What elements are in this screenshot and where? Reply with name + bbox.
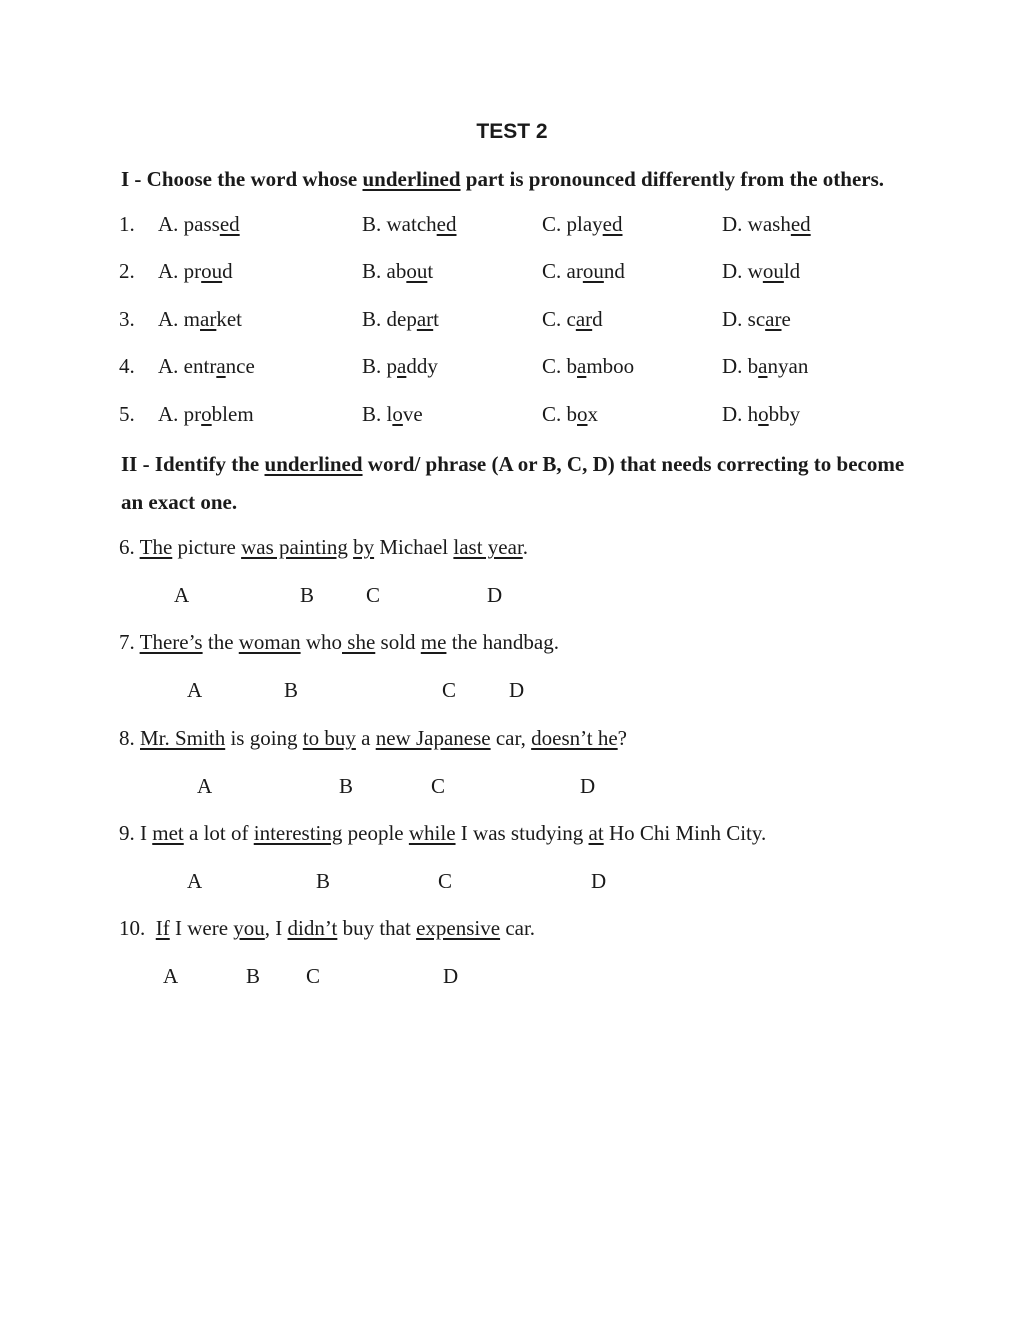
underlined-phrase: she: [342, 630, 376, 654]
option-text: ket: [216, 307, 242, 331]
option-text: c: [566, 307, 576, 331]
option-underlined-part: ou: [201, 259, 223, 283]
option-letter: A.: [158, 307, 184, 331]
answer-letter-a: A: [197, 774, 213, 798]
sentence-text: ?: [617, 726, 627, 750]
option-letter: C.: [542, 212, 567, 236]
answer-option: [362, 402, 423, 427]
answer-letter-c: C: [438, 869, 453, 893]
answer-option: [542, 212, 623, 237]
option-underlined-part: ou: [582, 259, 604, 283]
answer-option: [158, 307, 242, 332]
answer-letters: [0, 964, 1024, 994]
option-letter: A.: [158, 259, 184, 283]
sentence-text: a: [355, 726, 376, 750]
option-letter: B.: [362, 307, 387, 331]
option-underlined-part: ar: [416, 307, 434, 331]
option-text: m: [183, 307, 201, 331]
option-text: p: [386, 354, 398, 378]
underlined-phrase: interesting: [253, 821, 343, 845]
sentence-text: who: [300, 630, 343, 654]
option-underlined-part: o: [758, 402, 769, 426]
option-text: pr: [183, 402, 202, 426]
section-1-heading: [121, 160, 921, 198]
option-text: mboo: [586, 354, 635, 378]
answer-letter-c: C: [442, 678, 457, 702]
option-text: w: [747, 259, 763, 283]
option-text: ld: [783, 259, 801, 283]
question-row: [119, 402, 919, 432]
answer-option: [158, 354, 255, 379]
underlined-phrase: was painting: [241, 535, 348, 559]
sentence: [119, 821, 766, 846]
sentence-text: picture: [172, 535, 242, 559]
question-number: 5.: [119, 402, 135, 426]
sentence-text: .: [522, 535, 529, 559]
question-row: [119, 212, 919, 242]
underlined-phrase: doesn’t he: [531, 726, 618, 750]
option-text: d: [222, 259, 233, 283]
answer-option: [362, 354, 438, 379]
option-underlined-part: a: [577, 354, 587, 378]
answer-letter-b: B: [246, 964, 261, 988]
sentence: [119, 726, 627, 751]
answer-option: [362, 307, 439, 332]
sentence-text: people: [342, 821, 409, 845]
underlined-phrase: last year: [453, 535, 523, 559]
option-text: ab: [386, 259, 407, 283]
option-underlined-part: o: [201, 402, 212, 426]
answer-option: [158, 212, 240, 237]
question-number: 10.: [119, 916, 146, 940]
answer-option: [158, 402, 254, 427]
sentence-text: , I: [264, 916, 288, 940]
option-underlined-part: ar: [765, 307, 782, 331]
answer-letter-a: A: [174, 583, 190, 607]
section-2-heading-pre: II - Identify the: [121, 452, 265, 476]
option-letter: C.: [542, 354, 567, 378]
answer-letter-a: A: [187, 678, 203, 702]
option-underlined-part: ed: [602, 212, 623, 236]
option-text: blem: [211, 402, 254, 426]
underlined-phrase: to buy: [302, 726, 356, 750]
option-text: e: [781, 307, 791, 331]
question-number: 6.: [119, 535, 135, 559]
option-text: h: [747, 402, 759, 426]
underlined-phrase: met: [152, 821, 184, 845]
section-2-heading: [121, 445, 911, 521]
option-text: dep: [386, 307, 417, 331]
option-letter: B.: [362, 354, 387, 378]
answer-option: [542, 307, 603, 332]
option-letter: A.: [158, 212, 184, 236]
option-underlined-part: a: [397, 354, 407, 378]
sentence-text: the: [202, 630, 239, 654]
question-row: [119, 307, 919, 337]
answer-letter-a: A: [163, 964, 179, 988]
answer-letter-c: C: [431, 774, 446, 798]
sentence: [119, 916, 535, 941]
option-text: b: [566, 402, 578, 426]
option-underlined-part: ou: [762, 259, 784, 283]
answer-letter-d: D: [509, 678, 525, 702]
option-underlined-part: a: [216, 354, 226, 378]
answer-letters: [0, 869, 1024, 899]
option-letter: B.: [362, 212, 387, 236]
underlined-phrase: Mr. Smith: [140, 726, 226, 750]
underlined-phrase: There’s: [139, 630, 203, 654]
underlined-phrase: The: [139, 535, 173, 559]
sentence-text: car,: [490, 726, 532, 750]
option-underlined-part: a: [758, 354, 768, 378]
underlined-phrase: If: [155, 916, 170, 940]
option-letter: D.: [722, 354, 748, 378]
sentence-text: Michael: [374, 535, 454, 559]
underlined-phrase: you: [233, 916, 265, 940]
option-letter: A.: [158, 354, 184, 378]
sentence-text: sold: [375, 630, 421, 654]
option-text: d: [592, 307, 603, 331]
option-text: wash: [747, 212, 791, 236]
option-letter: C.: [542, 259, 567, 283]
question-number: 8.: [119, 726, 135, 750]
answer-option: [158, 259, 233, 284]
answer-option: [722, 354, 808, 379]
option-text: nd: [603, 259, 625, 283]
option-text: sc: [747, 307, 766, 331]
option-letter: D.: [722, 212, 748, 236]
sentence-text: [145, 916, 156, 940]
option-underlined-part: o: [392, 402, 403, 426]
answer-option: [362, 259, 433, 284]
answer-option: [722, 212, 811, 237]
option-text: pass: [183, 212, 220, 236]
option-letter: B.: [362, 402, 387, 426]
underlined-phrase: while: [408, 821, 456, 845]
option-letter: A.: [158, 402, 184, 426]
answer-letters: [0, 678, 1024, 708]
option-text: ddy: [406, 354, 438, 378]
sentence: [119, 535, 528, 560]
option-text: entr: [183, 354, 217, 378]
section-1-heading-pre: I - Choose the word whose: [121, 167, 363, 191]
question-number: 9.: [119, 821, 135, 845]
option-text: play: [566, 212, 603, 236]
underlined-phrase: expensive: [416, 916, 501, 940]
page-title: TEST 2: [476, 120, 548, 143]
underlined-phrase: woman: [238, 630, 301, 654]
option-text: b: [566, 354, 578, 378]
option-letter: C.: [542, 402, 567, 426]
answer-letter-c: C: [366, 583, 381, 607]
answer-letter-b: B: [316, 869, 331, 893]
option-letter: D.: [722, 307, 748, 331]
sentence-text: buy that: [337, 916, 417, 940]
option-text: x: [587, 402, 599, 426]
option-text: bby: [768, 402, 801, 426]
answer-letter-d: D: [487, 583, 503, 607]
underlined-phrase: new Japanese: [375, 726, 491, 750]
sentence-text: I were: [169, 916, 234, 940]
answer-option: [542, 402, 598, 427]
sentence-text: the handbag.: [446, 630, 559, 654]
sentence-text: I was studying: [455, 821, 589, 845]
option-underlined-part: ed: [790, 212, 811, 236]
underlined-phrase: by: [353, 535, 375, 559]
underlined-phrase: at: [588, 821, 604, 845]
option-letter: B.: [362, 259, 387, 283]
section-1-heading-underlined: underlined: [362, 167, 461, 191]
answer-option: [542, 354, 634, 379]
option-text: pr: [183, 259, 202, 283]
answer-letter-a: A: [187, 869, 203, 893]
answer-letter-d: D: [591, 869, 607, 893]
answer-option: [722, 307, 791, 332]
sentence-text: is going: [225, 726, 303, 750]
question-number: 7.: [119, 630, 135, 654]
option-underlined-part: ar: [200, 307, 217, 331]
option-text: watch: [386, 212, 437, 236]
answer-letter-c: C: [306, 964, 321, 988]
option-text: nce: [225, 354, 255, 378]
option-text: l: [386, 402, 393, 426]
option-text: b: [747, 354, 759, 378]
sentence: [119, 630, 559, 655]
underlined-phrase: didn’t: [287, 916, 338, 940]
option-text: t: [433, 307, 440, 331]
option-text: t: [427, 259, 434, 283]
option-text: nyan: [767, 354, 809, 378]
sentence-text: a lot of: [183, 821, 254, 845]
option-underlined-part: ed: [219, 212, 240, 236]
question-row: [119, 354, 919, 384]
answer-option: [362, 212, 457, 237]
question-number: 4.: [119, 354, 135, 378]
section-2-heading-post: word/ phrase (A or B, C, D) that needs correcting to become an exact one.: [121, 452, 905, 514]
answer-letter-b: B: [300, 583, 315, 607]
option-letter: D.: [722, 402, 748, 426]
answer-letter-b: B: [339, 774, 354, 798]
answer-option: [722, 259, 800, 284]
answer-letter-d: D: [443, 964, 459, 988]
answer-letter-b: B: [284, 678, 299, 702]
option-underlined-part: ar: [575, 307, 593, 331]
option-underlined-part: ed: [436, 212, 457, 236]
answer-letter-d: D: [580, 774, 596, 798]
answer-option: [542, 259, 625, 284]
section-1-heading-post: part is pronounced differently from the others.: [460, 167, 885, 191]
option-text: ve: [402, 402, 423, 426]
question-number: 1.: [119, 212, 135, 236]
question-number: 3.: [119, 307, 135, 331]
option-text: ar: [566, 259, 583, 283]
underlined-phrase: me: [420, 630, 447, 654]
answer-option: [722, 402, 800, 427]
answer-letters: [0, 583, 1024, 613]
question-number: 2.: [119, 259, 135, 283]
sentence-text: Ho Chi Minh City.: [603, 821, 767, 845]
option-underlined-part: o: [577, 402, 588, 426]
option-underlined-part: ou: [406, 259, 428, 283]
sentence-text: car.: [500, 916, 536, 940]
answer-letters: [0, 774, 1024, 804]
section-2-heading-underlined: underlined: [264, 452, 363, 476]
option-letter: C.: [542, 307, 567, 331]
question-row: [119, 259, 919, 289]
sentence-text: I: [134, 821, 153, 845]
option-letter: D.: [722, 259, 748, 283]
